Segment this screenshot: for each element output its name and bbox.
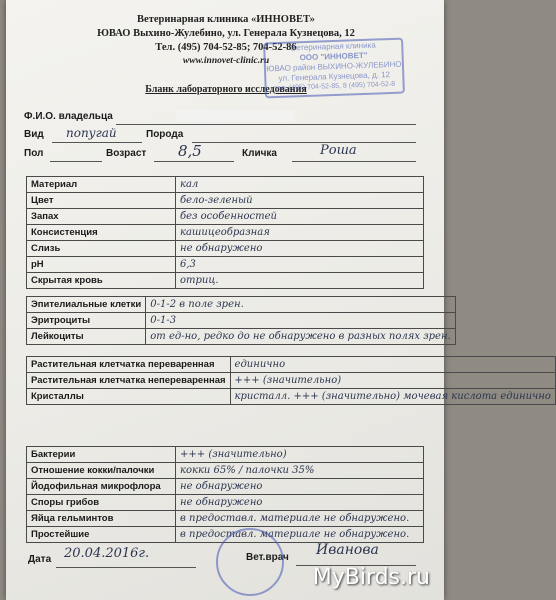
clinic-phone: Тел. (495) 704-52-85; 704-52-86 <box>155 42 297 53</box>
lab-form-sheet <box>6 0 551 600</box>
species-line <box>52 142 142 143</box>
row-label: Материал <box>27 177 176 193</box>
section-fiber <box>26 356 556 405</box>
row-label: Лейкоциты <box>27 329 146 345</box>
row-value: кашицеобразная <box>176 225 424 241</box>
clinic-stamp <box>263 38 405 99</box>
row-value: кокки 65% / палочки 35% <box>176 463 424 479</box>
row-value: 6,3 <box>176 257 424 273</box>
row-value: в предоставл. материале не обнаружено. <box>176 511 424 527</box>
row-label: Отношение кокки/палочки <box>27 463 176 479</box>
table-row <box>27 329 456 345</box>
age-value: 8,5 <box>178 142 202 160</box>
name-value: Роша <box>320 143 357 158</box>
row-label: Слизь <box>27 241 176 257</box>
row-label: pH <box>27 257 176 273</box>
breed-line <box>192 142 416 143</box>
table-row <box>27 511 424 527</box>
species-label: Вид <box>24 129 44 140</box>
clinic-address: ЮВАО Выхино-Жулебино, ул. Генерала Кузнецова, 12 <box>97 28 355 39</box>
row-value: 0-1-3 <box>146 313 455 329</box>
table-row <box>27 225 424 241</box>
row-value: не обнаружено <box>176 241 424 257</box>
owner-line <box>116 124 416 125</box>
owner-label: Ф.И.О. владельца <box>24 111 113 122</box>
row-value: единично <box>230 357 555 373</box>
clinic-name: Ветеринарная клиника «ИННОВЕТ» <box>137 14 315 25</box>
table-row <box>27 479 424 495</box>
row-label: Растительная клетчатка непереваренная <box>27 373 231 389</box>
date-line <box>56 567 196 568</box>
row-label: Консистенция <box>27 225 176 241</box>
table-row <box>27 463 424 479</box>
section-micro <box>26 446 424 543</box>
table-row <box>27 273 424 289</box>
sex-line <box>50 161 102 162</box>
round-stamp <box>216 528 284 596</box>
stamp-line: тел. (495) 704-52-85, 8 (495) 704-52-8 <box>274 80 396 93</box>
row-label: Эпителиальные клетки <box>27 297 146 313</box>
breed-label: Порода <box>146 129 184 140</box>
row-label: Цвет <box>27 193 176 209</box>
row-value: +++ (значительно) <box>230 373 555 389</box>
age-line <box>154 161 234 162</box>
stamp-line: ООО "ИННОВЕТ" <box>299 50 368 63</box>
date-label: Дата <box>28 554 52 565</box>
table-row <box>27 193 424 209</box>
row-label: Эритроциты <box>27 313 146 329</box>
row-value: без особенностей <box>176 209 424 225</box>
section-physical <box>26 176 424 289</box>
row-value: не обнаружено <box>176 479 424 495</box>
age-label: Возраст <box>106 148 147 159</box>
table-row <box>27 389 556 405</box>
row-value: не обнаружено <box>176 495 424 511</box>
row-value: отриц. <box>176 273 424 289</box>
row-value: бело-зеленый <box>176 193 424 209</box>
row-label: Споры грибов <box>27 495 176 511</box>
row-label: Скрытая кровь <box>27 273 176 289</box>
table-row <box>27 241 424 257</box>
table-row <box>27 357 556 373</box>
table-row <box>27 313 456 329</box>
row-value: от ед-но, редко до не обнаружено в разных полях зрен. <box>146 329 455 345</box>
row-value: +++ (значительно) <box>176 447 424 463</box>
table-row <box>27 209 424 225</box>
stamp-line: ЮВАО район ВЫХИНО-ЖУЛЕБИНО <box>266 59 402 74</box>
row-label: Простейшие <box>27 527 176 543</box>
doctor-signature: Иванова <box>316 542 379 558</box>
clinic-website: www.innovet-clinic.ru <box>182 56 270 66</box>
row-label: Запах <box>27 209 176 225</box>
table-row <box>27 447 424 463</box>
table-row <box>27 297 456 313</box>
form-title: Бланк лабораторного исследования <box>145 84 307 95</box>
row-value: 0-1-2 в поле зрен. <box>146 297 455 313</box>
stamp-line: ул. Генерала Кузнецова, д. 12 <box>278 70 391 83</box>
sex-label: Пол <box>24 148 44 159</box>
row-label: Яйца гельминтов <box>27 511 176 527</box>
doctor-label: Вет.врач <box>246 552 289 563</box>
row-value: в предоставл. материале не обнаружено. <box>176 527 424 543</box>
section-cells <box>26 296 456 345</box>
stamp-line: Ветеринарная клиника <box>290 40 376 53</box>
table-row <box>27 373 556 389</box>
species-value: попугай <box>66 126 117 140</box>
redacted-owner <box>176 110 294 122</box>
row-value: кристалл. +++ (значительно) мочевая кислота единично <box>230 389 555 405</box>
table-row <box>27 495 424 511</box>
row-value: кал <box>176 177 424 193</box>
row-label: Йодофильная микрофлора <box>27 479 176 495</box>
row-label: Бактерии <box>27 447 176 463</box>
row-label: Растительная клетчатка переваренная <box>27 357 231 373</box>
name-line <box>292 161 416 162</box>
name-label: Кличка <box>242 148 277 159</box>
table-row <box>27 257 424 273</box>
watermark: MyBirds.ru <box>312 565 430 590</box>
row-label: Кристаллы <box>27 389 231 405</box>
date-value: 20.04.2016г. <box>64 546 150 561</box>
table-row <box>27 177 424 193</box>
